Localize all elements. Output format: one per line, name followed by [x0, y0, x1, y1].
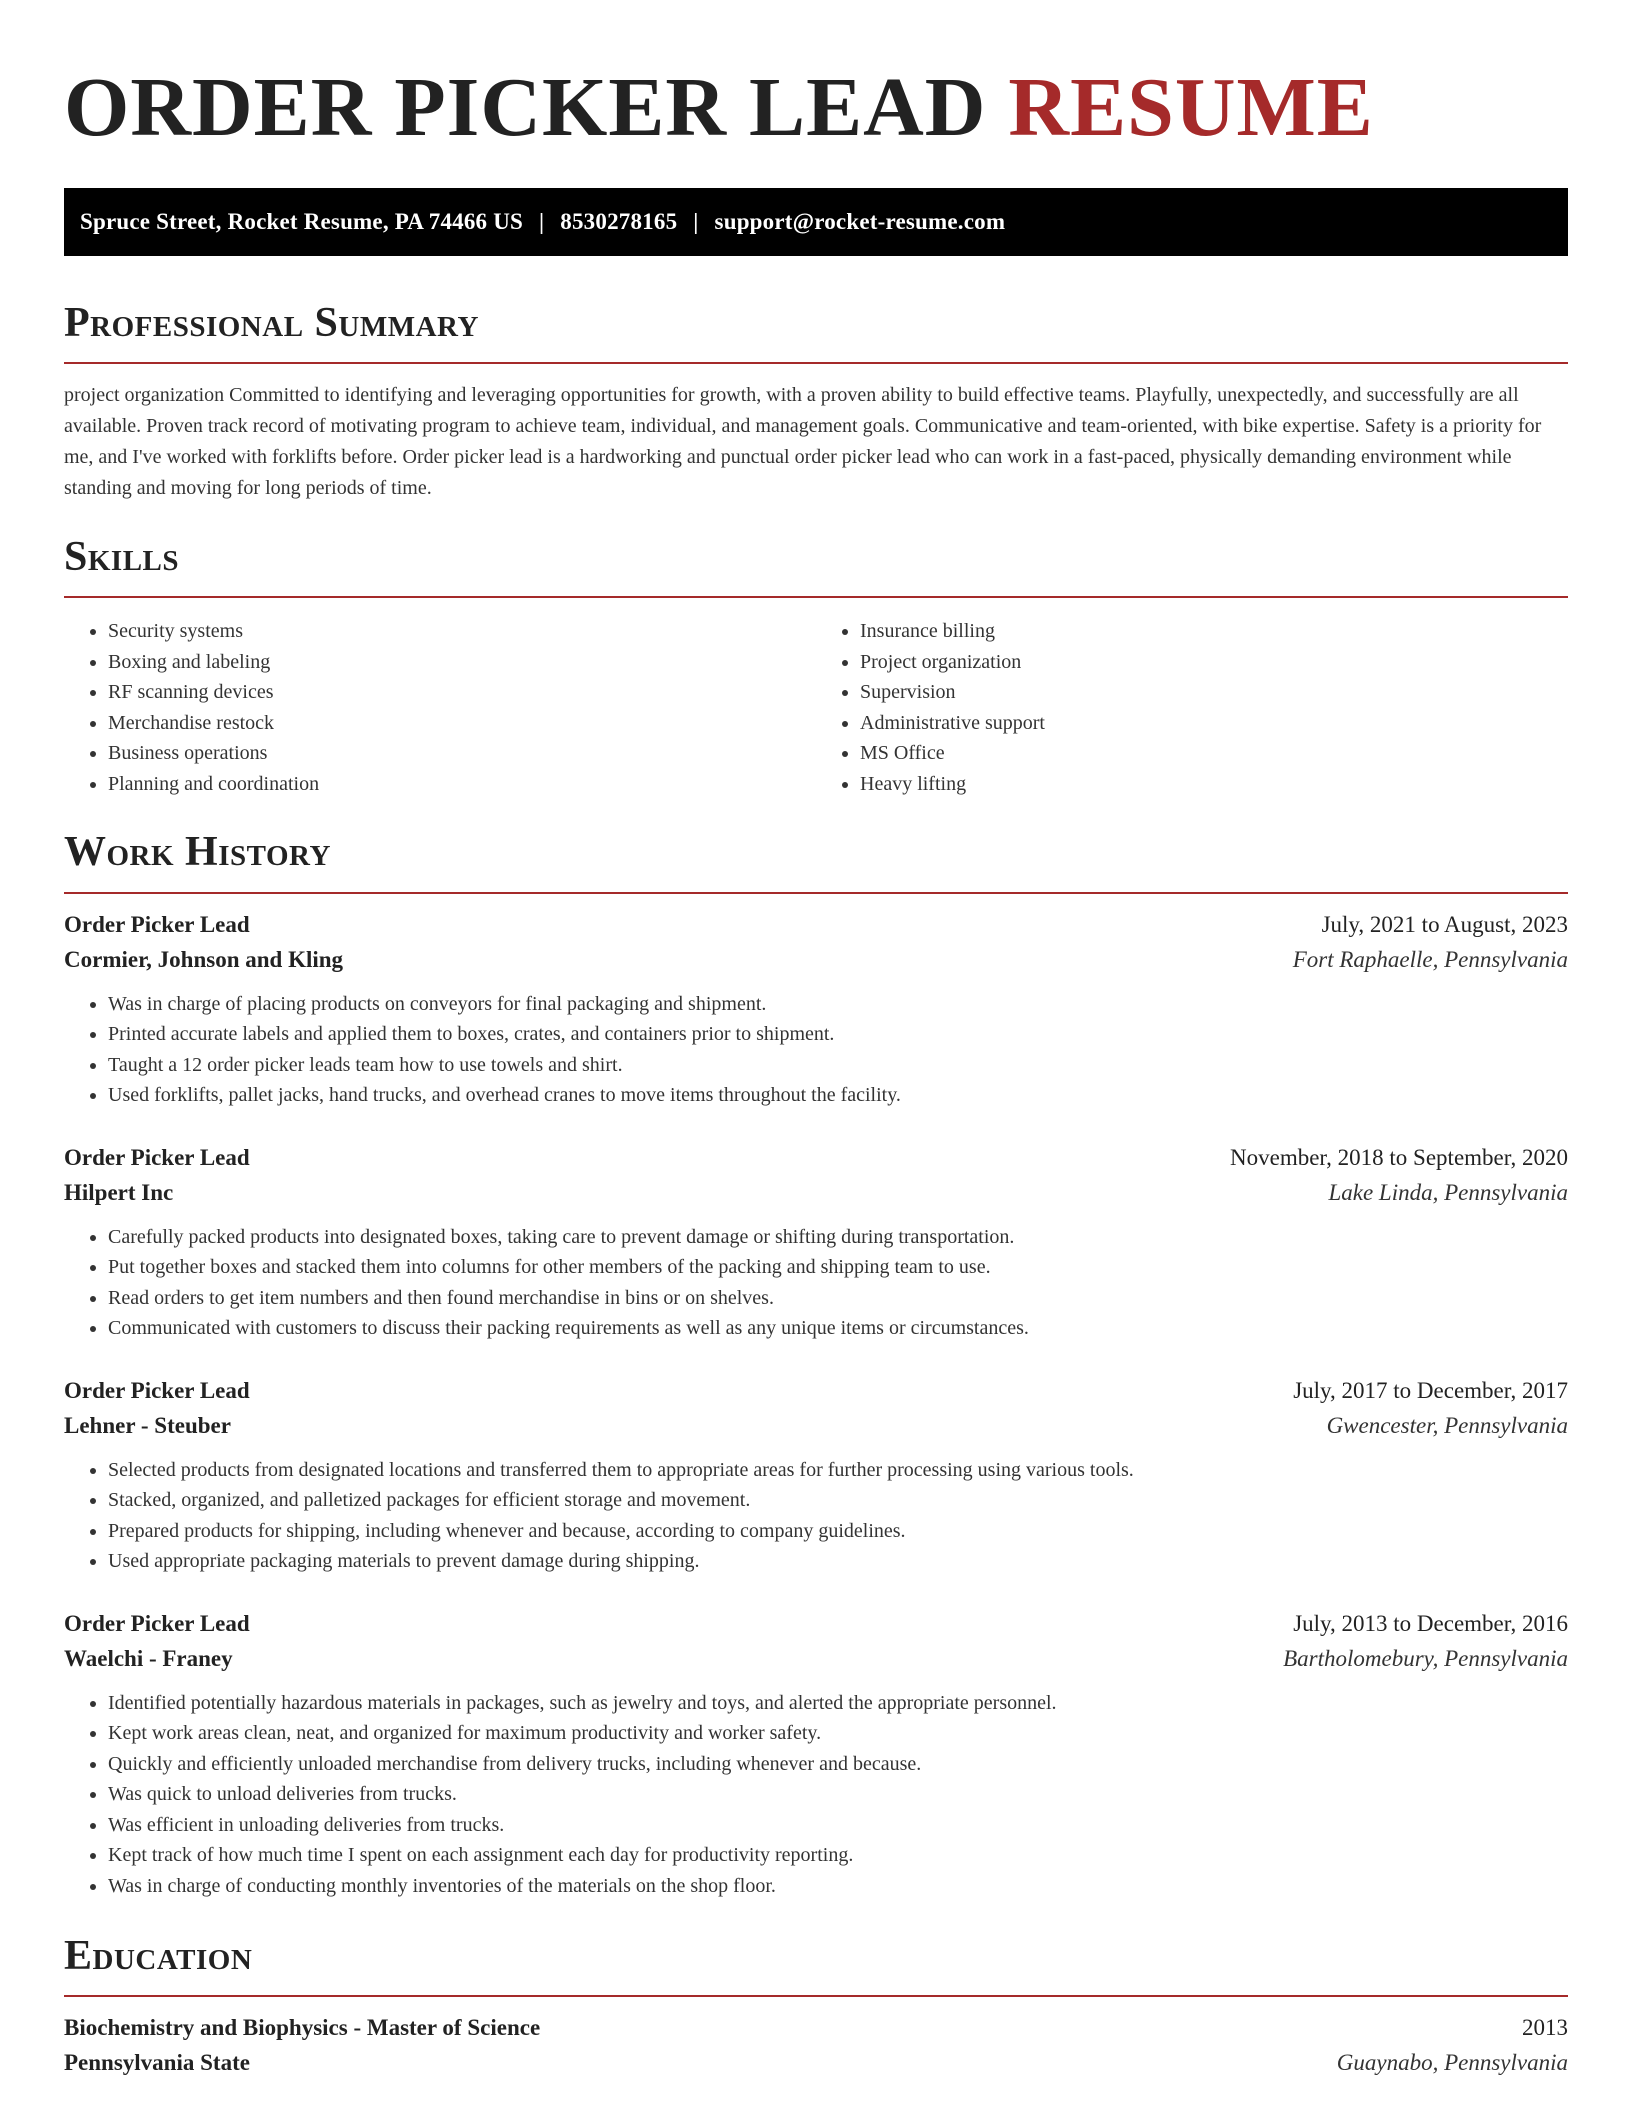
- title-main: ORDER PICKER LEAD: [64, 61, 987, 154]
- skills-list-left: [64, 616, 816, 799]
- job-title: Order Picker Lead: [64, 911, 250, 937]
- skill-item: • Insurance billing: [860, 616, 1568, 647]
- work-history-section: [64, 829, 1568, 1901]
- job-bullet: • Identified potentially hazardous materials in packages, such as jewelry and toys, and alerted the appropriate personnel.: [108, 1688, 1568, 1719]
- job-bullets: [64, 1688, 1568, 1902]
- skills-section: [64, 534, 1568, 799]
- job-bullet: • Stacked, organized, and palletized packages for efficient storage and movement.: [108, 1485, 1568, 1516]
- job-bullet: • Used appropriate packaging materials to prevent damage during shipping.: [108, 1546, 1568, 1577]
- job-bullet: • Kept track of how much time I spent on each assignment each day for productivity reporting.: [108, 1840, 1568, 1871]
- skill-item: • Security systems: [108, 616, 816, 647]
- section-divider: [64, 362, 1568, 364]
- summary-heading: Professional Summary: [64, 300, 479, 346]
- job-location: Lake Linda, Pennsylvania: [1328, 1179, 1568, 1205]
- summary-section: [64, 300, 1568, 504]
- job-bullet: • Was in charge of placing products on conveyors for final packaging and shipment.: [108, 989, 1568, 1020]
- job-bullets: [64, 1455, 1568, 1577]
- section-divider: [64, 1995, 1568, 1997]
- skill-item: • Supervision: [860, 677, 1568, 708]
- education-school: Pennsylvania State: [64, 2050, 250, 2076]
- skill-item: • Business operations: [108, 738, 816, 769]
- job-title: Order Picker Lead: [64, 1377, 250, 1403]
- job-entry: [64, 912, 1568, 1111]
- contact-separator: |: [539, 209, 545, 234]
- skill-item: • Planning and coordination: [108, 769, 816, 800]
- job-title: Order Picker Lead: [64, 1610, 250, 1636]
- job-dates: July, 2013 to December, 2016: [1293, 1610, 1568, 1636]
- job-bullet: • Kept work areas clean, neat, and organized for maximum productivity and worker safety.: [108, 1718, 1568, 1749]
- skill-item: • Boxing and labeling: [108, 647, 816, 678]
- work-history-heading: Work History: [64, 829, 331, 876]
- job-dates: November, 2018 to September, 2020: [1230, 1144, 1568, 1170]
- job-bullet: • Communicated with customers to discuss their packing requirements as well as any unique items or circumstances.: [108, 1313, 1568, 1344]
- education-year: 2013: [1522, 2015, 1568, 2041]
- skill-item: • Heavy lifting: [860, 769, 1568, 800]
- job-entry: [64, 1611, 1568, 1902]
- job-bullet: • Put together boxes and stacked them into columns for other members of the packing and shipping team to use.: [108, 1252, 1568, 1283]
- job-bullet: • Selected products from designated locations and transferred them to appropriate areas for further processing using various tools.: [108, 1455, 1568, 1486]
- job-bullet: • Printed accurate labels and applied them to boxes, crates, and containers prior to shipment.: [108, 1019, 1568, 1050]
- skills-list-right: [816, 616, 1568, 799]
- education-location: Guaynabo, Pennsylvania: [1336, 2050, 1568, 2076]
- skills-grid: [64, 616, 1568, 799]
- job-bullet: • Quickly and efficiently unloaded merchandise from delivery trucks, including whenever and because.: [108, 1749, 1568, 1780]
- contact-bar: [64, 188, 1568, 256]
- job-company: Lehner - Steuber: [64, 1412, 231, 1438]
- job-bullet: • Read orders to get item numbers and then found merchandise in bins or on shelves.: [108, 1283, 1568, 1314]
- skill-item: • Merchandise restock: [108, 708, 816, 739]
- contact-separator: |: [693, 209, 699, 234]
- skill-item: • MS Office: [860, 738, 1568, 769]
- job-location: Gwencester, Pennsylvania: [1326, 1412, 1568, 1438]
- education-degree: Biochemistry and Biophysics - Master of Science: [64, 2015, 541, 2041]
- skills-heading: Skills: [64, 534, 180, 581]
- job-bullets: [64, 1222, 1568, 1344]
- job-location: Bartholomebury, Pennsylvania: [1283, 1645, 1568, 1671]
- job-company: Waelchi - Franey: [64, 1645, 233, 1671]
- job-company: Hilpert Inc: [64, 1179, 174, 1205]
- job-entry: [64, 1145, 1568, 1344]
- skill-item: • RF scanning devices: [108, 677, 816, 708]
- education-entry: [64, 2015, 1568, 2076]
- summary-text: project organization Committed to identifying and leveraging opportunities for growth, with a proven ability to build effective teams. Playfully, unexpectedly, and successfully are all available. Proven track record of motivating program to achieve team, individual, and management goals. Communicative and team-oriented, with bike expertise. Safety is a priority for me, and I've worked with forklifts before. Order picker lead is a hardworking and punctual order picker lead who can work in a fast-paced, physically demanding environment while standing and moving for long periods of time.: [64, 384, 1542, 500]
- job-location: Fort Raphaelle, Pennsylvania: [1292, 946, 1568, 972]
- job-bullet: • Was quick to unload deliveries from trucks.: [108, 1779, 1568, 1810]
- job-bullet: • Was in charge of conducting monthly inventories of the materials on the shop floor.: [108, 1871, 1568, 1902]
- title-accent: RESUME: [1008, 61, 1374, 154]
- job-entry: [64, 1378, 1568, 1577]
- job-company: Cormier, Johnson and Kling: [64, 946, 344, 972]
- skill-item: • Administrative support: [860, 708, 1568, 739]
- job-bullets: [64, 989, 1568, 1111]
- resume-title: [64, 61, 1568, 154]
- job-bullet: • Taught a 12 order picker leads team how to use towels and shirt.: [108, 1050, 1568, 1081]
- contact-address: Spruce Street, Rocket Resume, PA 74466 US: [80, 209, 524, 234]
- skill-item: • Project organization: [860, 647, 1568, 678]
- section-divider: [64, 892, 1568, 894]
- contact-phone: 8530278165: [560, 209, 678, 234]
- education-heading: Education: [64, 1933, 253, 1980]
- section-divider: [64, 596, 1568, 598]
- job-bullet: • Used forklifts, pallet jacks, hand trucks, and overhead cranes to move items throughout the facility.: [108, 1080, 1568, 1111]
- job-title: Order Picker Lead: [64, 1144, 250, 1170]
- contact-email: support@rocket-resume.com: [714, 209, 1006, 234]
- education-section: [64, 1933, 1568, 2076]
- job-dates: July, 2021 to August, 2023: [1321, 911, 1568, 937]
- job-dates: July, 2017 to December, 2017: [1293, 1377, 1568, 1403]
- job-bullet: • Carefully packed products into designated boxes, taking care to prevent damage or shifting during transportation.: [108, 1222, 1568, 1253]
- job-bullet: • Prepared products for shipping, including whenever and because, according to company guidelines.: [108, 1516, 1568, 1547]
- job-bullet: • Was efficient in unloading deliveries from trucks.: [108, 1810, 1568, 1841]
